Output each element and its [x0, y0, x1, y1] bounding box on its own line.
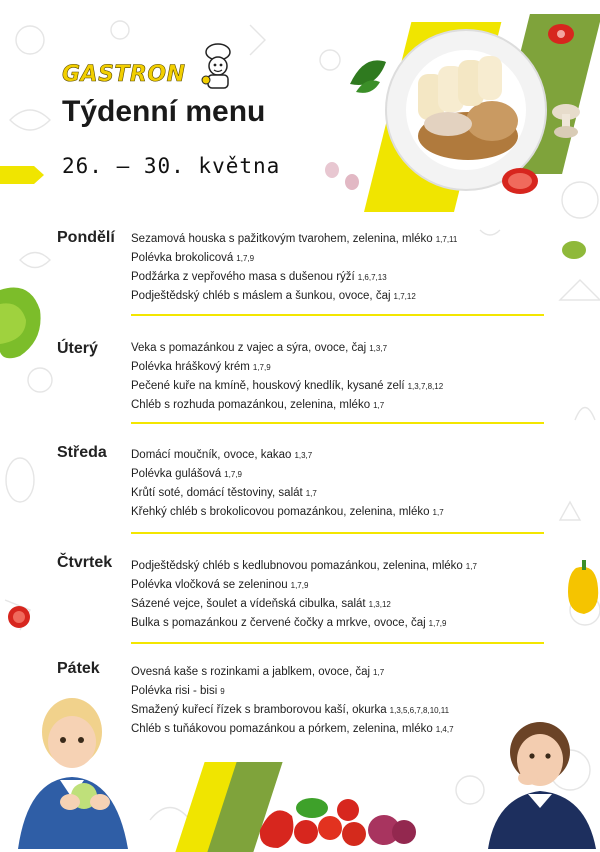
menu-item: Polévka risi - bisi 9: [131, 685, 225, 697]
day-name: Úterý: [57, 340, 98, 357]
day-name: Čtvrtek: [57, 554, 113, 571]
allergens: 1,7,9: [224, 470, 242, 479]
menu-item: Polévka vločková se zeleninou 1,7,9: [131, 579, 309, 591]
allergens: 9: [220, 687, 225, 696]
menu-item: Sezamová houska s pažitkovým tvarohem, zelenina, mléko 1,7,11: [131, 233, 458, 245]
allergens: 1,7: [373, 668, 385, 677]
allergens: 1,7,9: [428, 619, 447, 628]
menu-item: Ovesná kaše s rozinkami a jablkem, ovoce, čaj 1,7: [131, 666, 385, 678]
menu-item: Sázené vejce, šoulet a vídeňská cibulka, salát 1,3,12: [131, 598, 391, 610]
garlic-icon: [322, 158, 362, 192]
allergens: 1,7,12: [393, 292, 416, 301]
menu-item: Podještědský chléb s máslem a šunkou, ovoce, čaj 1,7,12: [131, 290, 416, 302]
day-items: [131, 446, 444, 522]
menu-item: Chléb s tuňákovou pomazánkou a pórkem, zelenina, mléko 1,4,7: [131, 723, 454, 735]
section-divider: [131, 532, 544, 534]
section-divider: [131, 642, 544, 644]
allergens: 1,3,5,6,7,8,10,11: [389, 706, 450, 715]
basil-leaf-icon: [346, 54, 390, 98]
allergens: 1,7: [432, 508, 444, 517]
date-flag-icon: [0, 166, 44, 184]
mushroom-icon: [548, 100, 584, 140]
menu-item: Křehký chléb s brokolicovou pomazánkou, zelenina, mléko 1,7: [131, 506, 444, 518]
menu-item: Veka s pomazánkou z vajec a sýra, ovoce, čaj 1,3,7: [131, 342, 388, 354]
allergens: 1,6,7,13: [357, 273, 387, 282]
brand-logo: GASTRON: [62, 62, 186, 87]
menu-item: Polévka hráškový krém 1,7,9: [131, 361, 271, 373]
menu-item: Smažený kuřecí řízek s bramborovou kaší, okurka 1,3,5,6,7,8,10,11: [131, 704, 450, 716]
menu-item: Podžárka z vepřového masa s dušenou rýží 1,6,7,13: [131, 271, 387, 283]
child-eating-apple-image: [12, 684, 140, 849]
menu-item: Chléb s rozhuda pomazánkou, zelenina, mléko 1,7: [131, 399, 385, 411]
menu-item: Krůtí soté, domácí těstoviny, salát 1,7: [131, 487, 317, 499]
date-range: 26. – 30. května: [62, 154, 281, 178]
chef-mascot-icon: [196, 42, 240, 90]
allergens: 1,7: [305, 489, 317, 498]
menu-item: Podještědský chléb s kedlubnovou pomazánkou, zelenina, mléko 1,7: [131, 560, 477, 572]
allergens: 1,3,12: [368, 600, 391, 609]
day-items: [131, 230, 457, 306]
day-name: Pondělí: [57, 229, 115, 246]
day-name: Pátek: [57, 660, 100, 677]
section-divider: [131, 422, 544, 424]
child-eating-image: [478, 718, 600, 849]
tomato-slice-icon: [500, 166, 540, 196]
allergens: 1,7,9: [236, 254, 255, 263]
allergens: 1,7,9: [252, 363, 271, 372]
menu-item: Polévka brokolicová 1,7,9: [131, 252, 255, 264]
day-items: [131, 339, 443, 415]
allergens: 1,3,7: [369, 344, 388, 353]
yellow-pepper-icon: [566, 560, 600, 616]
allergens: 1,7: [465, 562, 477, 571]
day-items: [131, 557, 477, 633]
section-divider: [131, 314, 544, 316]
lettuce-icon: [0, 280, 44, 360]
menu-item: Polévka gulášová 1,7,9: [131, 468, 242, 480]
allergens: 1,3,7,8,12: [407, 382, 444, 391]
day-name: Středa: [57, 444, 107, 461]
allergens: 1,7,11: [435, 235, 458, 244]
tomato-icon: [546, 22, 576, 46]
allergens: 1,4,7: [435, 725, 454, 734]
menu-item: Pečené kuře na kmíně, houskový knedlík, kysané zelí 1,3,7,8,12: [131, 380, 444, 392]
allergens: 1,7,9: [290, 581, 309, 590]
green-pepper-icon: [560, 238, 588, 262]
tomato-slice-left-icon: [6, 604, 32, 630]
menu-item: Bulka s pomazánkou z červené čočky a mrkve, ovoce, čaj 1,7,9: [131, 617, 447, 629]
day-items: [131, 663, 454, 739]
vegetables-basket-image: [258, 790, 418, 849]
allergens: 1,7: [373, 401, 385, 410]
allergens: 1,3,7: [294, 451, 313, 460]
menu-item: Domácí moučník, ovoce, kakao 1,3,7: [131, 449, 313, 461]
page-title: Týdenní menu: [62, 95, 266, 128]
